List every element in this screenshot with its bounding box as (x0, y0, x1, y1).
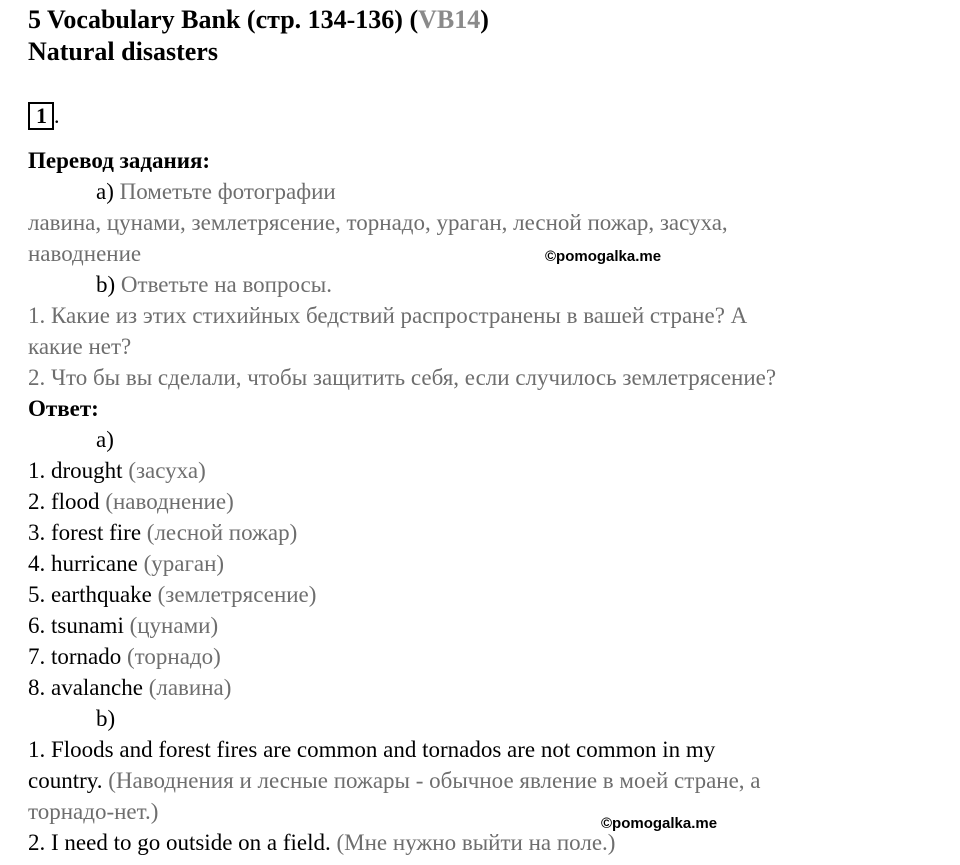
list-item (28, 672, 948, 703)
question-2: 2. Что бы вы сделали, чтобы защитить себя, если случилось землетрясение? (28, 365, 777, 390)
translation-a-marker: a) (96, 179, 114, 204)
question-1-line-1: 1. Какие из этих стихийных бедствий распространены в вашей стране? А (28, 303, 748, 328)
answer-b1-line-2 (28, 765, 948, 796)
item-en: 4. hurricane (28, 551, 138, 576)
item-ru: (наводнение) (105, 489, 234, 514)
item-en: 3. forest fire (28, 520, 142, 545)
list-item (28, 486, 948, 517)
list-item (28, 641, 948, 672)
item-en: 5. earthquake (28, 582, 152, 607)
answer-b2-ru: (Мне нужно выйти на поле.) (336, 830, 616, 855)
list-item (28, 610, 948, 641)
answer-heading: Ответ: (28, 396, 99, 421)
page-title (28, 4, 948, 36)
list-item (28, 548, 948, 579)
translation-b (28, 269, 948, 300)
translation-b-text: Ответьте на вопросы. (120, 272, 332, 297)
translation-heading: Перевод задания: (28, 148, 211, 173)
item-ru: (засуха) (128, 458, 206, 483)
item-en: 1. drought (28, 458, 123, 483)
answer-b-marker: b) (96, 706, 116, 731)
item-en: 8. avalanche (28, 675, 143, 700)
document-page (28, 4, 948, 858)
question-1-line-2: какие нет? (28, 334, 132, 359)
title-code: VB14 (418, 5, 481, 34)
list-item (28, 455, 948, 486)
item-ru: (торнадо) (127, 644, 221, 669)
item-ru: (лесной пожар) (146, 520, 298, 545)
translation-a-words-2: наводнение (28, 241, 142, 266)
item-ru: (ураган) (143, 551, 225, 576)
item-ru: (землетрясение) (157, 582, 317, 607)
title-close: ) (480, 5, 489, 34)
list-item (28, 517, 948, 548)
answer-b2-en: 2. I need to go outside on a field. (28, 830, 331, 855)
item-en: 7. tornado (28, 644, 122, 669)
item-ru: (лавина) (148, 675, 232, 700)
item-ru: (цунами) (129, 613, 219, 638)
exercise-number: 1 (28, 102, 54, 130)
answer-b1-en: country. (28, 768, 103, 793)
translation-a (28, 176, 948, 207)
item-en: 6. tsunami (28, 613, 124, 638)
answer-b1-ru: (Наводнения и лесные пожары - обычное явление в моей стране, а (108, 768, 761, 793)
title-main: 5 Vocabulary Bank (стр. 134-136) ( (28, 5, 419, 34)
translation-a-words-1: лавина, цунами, землетрясение, торнадо, ураган, лесной пожар, засуха, (28, 210, 728, 235)
exercise-label (28, 68, 948, 131)
translation-a-text: Пометьте фотографии (119, 179, 336, 204)
answer-a-marker: a) (96, 427, 114, 452)
answer-b1-line-3: торнадо-нет.) (28, 799, 159, 824)
translation-b-marker: b) (96, 272, 116, 297)
list-item (28, 579, 948, 610)
answer-b1-line-1: 1. Floods and forest fires are common and tornados are not common in my (28, 737, 716, 762)
page-subtitle: Natural disasters (28, 37, 218, 66)
exercise-dot: . (54, 103, 60, 128)
watermark: ©pomogalka.me (601, 815, 718, 832)
item-en: 2. flood (28, 489, 100, 514)
watermark: ©pomogalka.me (545, 248, 662, 265)
answer-list (28, 455, 948, 703)
answer-b2 (28, 827, 948, 858)
